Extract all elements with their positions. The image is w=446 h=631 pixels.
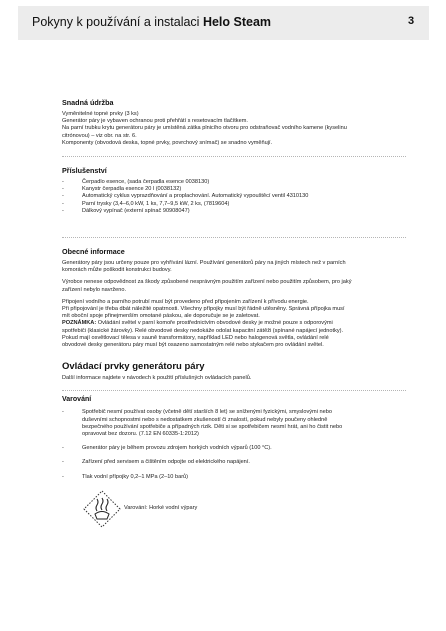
accessories-section (62, 166, 406, 215)
general-line: Generátory páry jsou určeny pouze pro vyhřívání lázní. Používání generátorů páry na jiných místech než v parních (62, 260, 346, 267)
warning-line: Zařízení před servisem a čištěním odpojte od elektrického napájení. (82, 459, 250, 466)
general-line: Výrobce nenese odpovědnost za škody způsobené nesprávným použitím zařízení nebo použitím způsobem, pro jaký (62, 279, 352, 286)
warning-item (62, 445, 406, 452)
general-heading: Obecné informace (62, 247, 125, 257)
section-divider (62, 156, 406, 157)
list-item: - Dálkový vypínač (externí spínač 90908047) (62, 208, 406, 215)
warning-line: duševními schopnostmi nebo s nedostatkem zkušeností či znalostí, pokud nebyly poučeny ohledně (82, 416, 328, 423)
warning-item (62, 409, 406, 438)
general-line: zařízení nebylo navrženo. (62, 286, 127, 293)
note-text: Ovládání světel v parní komoře prostřednictvím obvodové desky je možné pouze s odporovými (96, 320, 333, 327)
general-line: Při připojování je třeba dbát náležité opatrnosti. Všechny přípojky musí být řádně utěsněny. Správná přípojka musí (62, 306, 345, 313)
warning-line: opravovat bez dozoru. (7.12 EN 60335-1:2012) (82, 431, 199, 438)
accessories-list (62, 179, 406, 215)
controls-heading: Ovládací prvky generátoru páry (62, 361, 205, 373)
hot-steam-warning (62, 489, 406, 529)
page-content (62, 98, 406, 529)
list-item: - Automatický cyklus vyprazdňování a proplachování. Automatický vypouštěcí ventil 4310130 (62, 193, 406, 200)
section-divider (62, 390, 406, 391)
warning-line: bezpečného používání spotřebiče a případných rizik. Děti si se spotřebičem nesmí hrát, ani ho čistit nebo (82, 423, 343, 430)
maintenance-heading: Snadná údržba (62, 98, 114, 107)
page-title (32, 15, 271, 29)
general-line: mít oboční spoje přinejmenším omotané páskou, ale doporučuje se je zaletovat. (62, 313, 260, 320)
maintenance-section (62, 98, 406, 147)
warning-item (62, 459, 406, 466)
controls-section (62, 361, 406, 529)
note-line (62, 320, 406, 327)
note-line: spotřebiči (klasické žárovky). Relé obvodové desky nedokáže odolat kapacitní zátěži (spínané napájecí jednotky). (62, 327, 344, 334)
general-line: Připojení vodního a parního potrubí musí být provedeno před připojením zařízení k přívodu energie. (62, 298, 309, 305)
note-label: POZNÁMKA: (62, 320, 97, 327)
warning-line: Tlak vodní přípojky 0,2–1 MPa (2–10 barů) (82, 473, 189, 480)
title-product: Helo Steam (202, 15, 272, 29)
list-item: - Parní trysky (3,4–6,0 kW, 1 ks, 7,7–9,5 kW, 2 ks, (7819604) (62, 201, 406, 208)
section-divider (62, 237, 406, 238)
maintenance-line: Na parní trubku krytu generátoru páry je umístěná zátka plnicího otvoru pro odstraňovač vodního kamene (kyselinu (62, 125, 347, 132)
general-section (62, 247, 406, 349)
warnings-list (62, 409, 406, 480)
note-line: obvodové desky generátoru páry musí být osazeno samostatným relé nebo stykačem pro ovládání světel. (62, 342, 324, 349)
warning-item (62, 474, 406, 481)
list-item: - Čerpadlo esence, (sada čerpadla esence 0038130) (62, 179, 406, 186)
list-item: - Kanystr čerpadla esence 20 l (0038132) (62, 186, 406, 193)
warning-line: Spotřebič nesmí používat osoby (včetně dětí starších 8 let) se sníženými fyzickými, smyslovými nebo (82, 409, 332, 416)
controls-intro: Další informace najdete v návodech k použití příslušných ovládacích panelů. (62, 375, 252, 382)
warnings-heading: Varování (62, 396, 92, 404)
maintenance-line: Generátor páry je vybaven ochranou proti přehřátí s resetovacím tlačítkem. (62, 118, 248, 125)
accessories-heading: Příslušenství (62, 166, 107, 176)
maintenance-line: Vyměnitelné topné prvky (3 ks) (62, 111, 139, 117)
note-line: Pokud mají osvětlovací tělesa v sauně transformátory, například LED nebo halogenová světla, ovládání relé (62, 334, 329, 341)
maintenance-line: citrónovou) – viz obr. na str. 6. (62, 132, 137, 139)
hot-steam-warning-icon (82, 489, 122, 529)
general-line: komorách může poškodit konstrukci budovy. (62, 267, 172, 274)
page-number: 3 (408, 15, 415, 27)
title-prefix: Pokyny k používání a instalaci (32, 15, 203, 29)
icon-caption: Varování: Horké vodní výpary (124, 504, 198, 511)
warning-line: Generátor páry je během provozu zdrojem horkých vodních výparů (100 °C). (82, 445, 272, 452)
maintenance-line: Komponenty (obvodová deska, topné prvky, povrchový snímač) se snadno vyměňují. (62, 139, 273, 146)
